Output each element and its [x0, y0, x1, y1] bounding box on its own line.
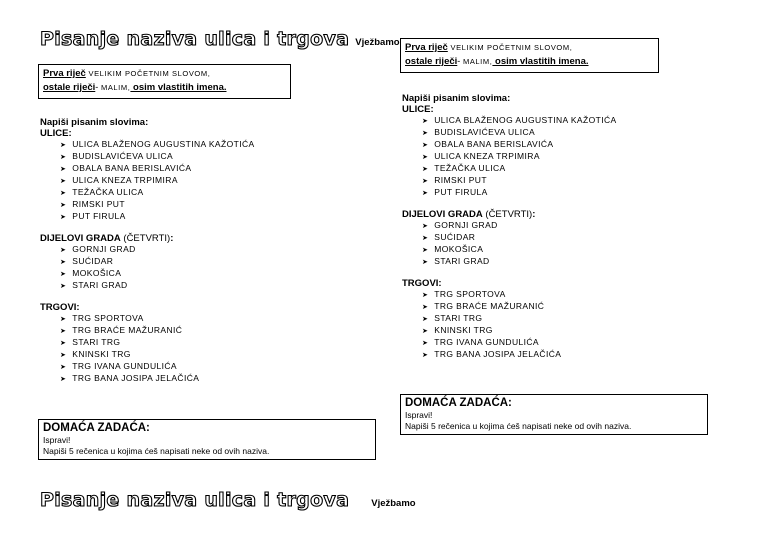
list-item-text: ULICA BLAŽENOG AUGUSTINA KAŽOTIĆA: [434, 115, 617, 125]
squares-heading: TRGOVI:: [402, 278, 442, 289]
list-item-text: OBALA BANA BERISLAVIĆA: [434, 139, 554, 149]
arrow-bullet-icon: ➤: [422, 223, 429, 230]
list-item-text: KNINSKI TRG: [434, 325, 493, 335]
list-item-text: ULICA KNEZA TRPIMIRA: [434, 151, 540, 161]
list-item-text: STARI TRG: [72, 337, 121, 347]
list-item: [422, 175, 617, 187]
list-item-text: GORNJI GRAD: [72, 244, 136, 254]
arrow-bullet-icon: ➤: [422, 259, 429, 266]
homework-box-left: [38, 419, 376, 460]
arrow-bullet-icon: ➤: [422, 340, 429, 347]
districts-colon: :: [170, 233, 174, 244]
list-item: [422, 115, 617, 127]
arrow-bullet-icon: ➤: [60, 178, 67, 185]
list-item: [60, 373, 255, 385]
rule-box-right: [400, 38, 659, 73]
list-item-text: TEŽAČKA ULICA: [434, 163, 506, 173]
districts-heading-extra: (ČETVRTI): [120, 233, 171, 244]
title-text: Pisanje naziva ulica i trgova: [40, 28, 350, 50]
list-item: [60, 268, 255, 280]
list-item: [60, 361, 255, 373]
list-item: [422, 127, 617, 139]
homework-title: DOMAĆA ZADAĆA:: [405, 397, 512, 409]
rule-small: MALIM,: [98, 83, 131, 93]
list-item: [60, 187, 255, 199]
arrow-bullet-icon: ➤: [60, 142, 67, 149]
instruction: Napiši pisanim slovima:: [402, 93, 511, 104]
homework-title: DOMAĆA ZADAĆA:: [43, 422, 150, 434]
list-item-text: TRG IVANA GUNDULIĆA: [72, 361, 178, 371]
arrow-bullet-icon: ➤: [60, 190, 67, 197]
rule-exception: osim vlastitih imena.: [130, 82, 227, 94]
list-item-text: GORNJI GRAD: [434, 220, 498, 230]
list-item: [60, 163, 255, 175]
list-item-text: TRG BANA JOSIPA JELAČIĆA: [72, 373, 200, 383]
list-item: [422, 232, 617, 244]
homework-line-2: Napiši 5 rečenica u kojima ćeš napisati neke od ovih naziva.: [405, 421, 632, 431]
list-item: [422, 163, 617, 175]
arrow-bullet-icon: ➤: [60, 376, 67, 383]
list-item-text: TRG BRAĆE MAŽURANIĆ: [434, 301, 545, 311]
rule-dash: -: [95, 82, 99, 93]
arrow-bullet-icon: ➤: [422, 235, 429, 242]
districts-colon: :: [532, 209, 536, 220]
list-item: [422, 256, 617, 268]
arrow-bullet-icon: ➤: [422, 304, 429, 311]
rule-first-rest: VELIKIM POČETNIM SLOVOM,: [85, 69, 211, 78]
arrow-bullet-icon: ➤: [60, 154, 67, 161]
list-item-text: OBALA BANA BERISLAVIĆA: [72, 163, 192, 173]
arrow-bullet-icon: ➤: [422, 292, 429, 299]
list-item: [422, 139, 617, 151]
districts-heading-extra: (ČETVRTI): [482, 209, 533, 220]
districts-list: [402, 220, 617, 268]
list-item-text: STARI TRG: [434, 313, 483, 323]
districts-list: [40, 244, 255, 292]
rule-other-words: ostale riječi: [405, 56, 458, 68]
list-item-text: TRG BANA JOSIPA JELAČIĆA: [434, 349, 562, 359]
list-item-text: TRG SPORTOVA: [434, 289, 506, 299]
title-text: Pisanje naziva ulica i trgova: [40, 489, 350, 511]
arrow-bullet-icon: ➤: [60, 283, 67, 290]
list-item-text: STARI GRAD: [434, 256, 490, 266]
list-item-text: PUT FIRULA: [72, 211, 126, 221]
page-title-bottom: [40, 491, 416, 510]
exercise-right: [402, 93, 617, 361]
list-item-text: STARI GRAD: [72, 280, 128, 290]
list-item: [60, 349, 255, 361]
rule-exception: osim vlastitih imena.: [492, 56, 589, 68]
list-item: [60, 244, 255, 256]
list-item-text: PUT FIRULA: [434, 187, 488, 197]
list-item: [422, 325, 617, 337]
arrow-bullet-icon: ➤: [60, 352, 67, 359]
arrow-bullet-icon: ➤: [422, 247, 429, 254]
districts-heading-text: DIJELOVI GRADA: [40, 233, 121, 244]
list-item-text: SUĆIDAR: [72, 256, 114, 266]
list-item: [422, 313, 617, 325]
rule-line-2: [405, 55, 654, 69]
list-item-text: MOKOŠICA: [434, 244, 484, 254]
arrow-bullet-icon: ➤: [60, 316, 67, 323]
list-item-text: TRG IVANA GUNDULIĆA: [434, 337, 540, 347]
instruction: Napiši pisanim slovima:: [40, 117, 149, 128]
arrow-bullet-icon: ➤: [422, 154, 429, 161]
list-item: [60, 313, 255, 325]
arrow-bullet-icon: ➤: [422, 142, 429, 149]
arrow-bullet-icon: ➤: [60, 364, 67, 371]
rule-first-word: Prva riječ: [405, 42, 448, 53]
title-subtitle: Vježbamo: [355, 37, 400, 48]
arrow-bullet-icon: ➤: [60, 328, 67, 335]
list-item: [422, 301, 617, 313]
squares-list: [40, 313, 255, 385]
arrow-bullet-icon: ➤: [60, 166, 67, 173]
arrow-bullet-icon: ➤: [60, 259, 67, 266]
rule-line-1: [43, 67, 286, 81]
list-item-text: SUĆIDAR: [434, 232, 476, 242]
arrow-bullet-icon: ➤: [60, 271, 67, 278]
list-item: [60, 280, 255, 292]
homework-line-2: Napiši 5 rečenica u kojima ćeš napisati neke od ovih naziva.: [43, 446, 270, 456]
rule-line-1: [405, 41, 654, 55]
arrow-bullet-icon: ➤: [60, 340, 67, 347]
list-item: [60, 199, 255, 211]
page-title-left: [40, 30, 400, 49]
arrow-bullet-icon: ➤: [60, 214, 67, 221]
arrow-bullet-icon: ➤: [422, 316, 429, 323]
districts-heading: [40, 233, 255, 244]
streets-heading: ULICE:: [40, 128, 72, 139]
list-item: [60, 256, 255, 268]
arrow-bullet-icon: ➤: [422, 190, 429, 197]
rule-small: MALIM,: [460, 57, 493, 67]
list-item-text: ULICA BLAŽENOG AUGUSTINA KAŽOTIĆA: [72, 139, 255, 149]
list-item-text: BUDISLAVIĆEVA ULICA: [434, 127, 536, 137]
list-item: [60, 139, 255, 151]
list-item: [60, 211, 255, 223]
rule-other-words: ostale riječi: [43, 82, 96, 94]
homework-box-right: [400, 394, 708, 435]
list-item: [422, 244, 617, 256]
list-item: [60, 337, 255, 349]
list-item: [422, 220, 617, 232]
list-item-text: MOKOŠICA: [72, 268, 122, 278]
title-subtitle: Vježbamo: [371, 498, 416, 509]
list-item: [422, 151, 617, 163]
list-item-text: KNINSKI TRG: [72, 349, 131, 359]
arrow-bullet-icon: ➤: [422, 118, 429, 125]
districts-heading: [402, 209, 617, 220]
list-item: [422, 349, 617, 361]
streets-list: [402, 115, 617, 199]
list-item-text: ULICA KNEZA TRPIMIRA: [72, 175, 178, 185]
list-item: [422, 187, 617, 199]
list-item-text: TRG SPORTOVA: [72, 313, 144, 323]
list-item-text: RIMSKI PUT: [72, 199, 125, 209]
list-item: [60, 175, 255, 187]
list-item-text: RIMSKI PUT: [434, 175, 487, 185]
streets-list: [40, 139, 255, 223]
arrow-bullet-icon: ➤: [422, 166, 429, 173]
list-item: [422, 337, 617, 349]
list-item-text: TRG BRAĆE MAŽURANIĆ: [72, 325, 183, 335]
homework-line-1: Ispravi!: [43, 435, 71, 445]
arrow-bullet-icon: ➤: [422, 130, 429, 137]
rule-first-word: Prva riječ: [43, 68, 86, 79]
list-item: [60, 325, 255, 337]
list-item: [422, 289, 617, 301]
squares-list: [402, 289, 617, 361]
rule-line-2: [43, 81, 286, 95]
list-item: [60, 151, 255, 163]
arrow-bullet-icon: ➤: [422, 328, 429, 335]
arrow-bullet-icon: ➤: [60, 202, 67, 209]
exercise-left: [40, 117, 255, 385]
rule-first-rest: VELIKIM POČETNIM SLOVOM,: [447, 43, 573, 52]
list-item-text: TEŽAČKA ULICA: [72, 187, 144, 197]
arrow-bullet-icon: ➤: [422, 352, 429, 359]
homework-line-1: Ispravi!: [405, 410, 433, 420]
squares-heading: TRGOVI:: [40, 302, 80, 313]
districts-heading-text: DIJELOVI GRADA: [402, 209, 483, 220]
arrow-bullet-icon: ➤: [60, 247, 67, 254]
streets-heading: ULICE:: [402, 104, 434, 115]
list-item-text: BUDISLAVIĆEVA ULICA: [72, 151, 174, 161]
rule-box-left: [38, 64, 291, 99]
arrow-bullet-icon: ➤: [422, 178, 429, 185]
rule-dash: -: [457, 56, 461, 67]
